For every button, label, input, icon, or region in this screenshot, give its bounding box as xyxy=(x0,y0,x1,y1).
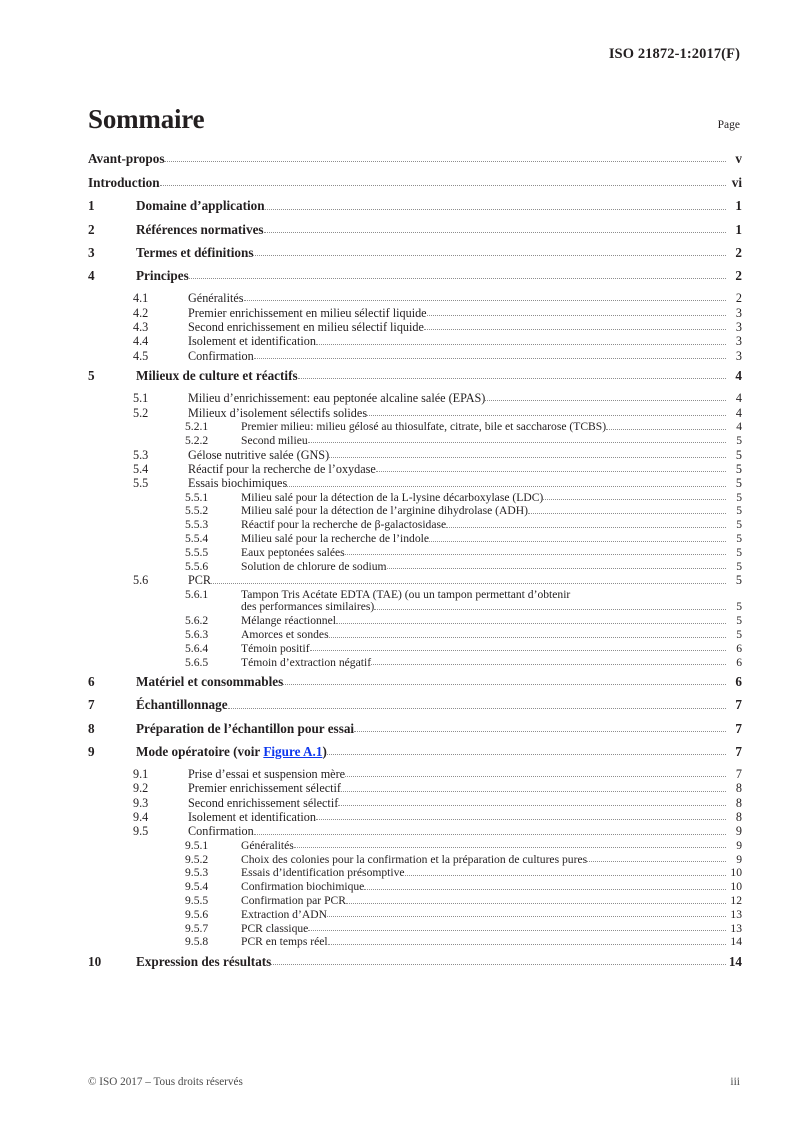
figure-a1-link[interactable]: Figure A.1 xyxy=(263,743,323,759)
toc-entry[interactable] xyxy=(88,797,742,809)
toc-entry-number: 9.5.3 xyxy=(185,866,209,880)
toc-entry[interactable] xyxy=(88,335,742,347)
toc-entry[interactable] xyxy=(88,519,742,531)
toc-entry[interactable] xyxy=(88,745,742,758)
toc-entry[interactable] xyxy=(88,561,742,573)
toc-entry-number: 9.5.5 xyxy=(185,893,209,907)
toc-entry[interactable] xyxy=(88,307,742,319)
dot-leader xyxy=(364,881,726,893)
toc-entry-page-number: 5 xyxy=(736,627,742,641)
toc-entry[interactable] xyxy=(88,867,742,879)
toc-entry-number: 5.6.2 xyxy=(185,614,209,628)
toc-entry-page-number: 8 xyxy=(735,795,742,810)
contents-title-row xyxy=(88,104,740,135)
toc-entry-number: 4 xyxy=(88,268,95,284)
toc-entry-label: Expression des résultats xyxy=(136,953,272,969)
toc-entry-page-number: 13 xyxy=(730,921,742,935)
toc-entry-number: 9.5 xyxy=(133,824,149,839)
dot-leader xyxy=(298,369,726,382)
dot-leader xyxy=(244,292,727,304)
dot-leader xyxy=(316,811,726,823)
toc-entry-number: 4.4 xyxy=(133,334,149,349)
dot-leader xyxy=(294,840,726,852)
toc-entry-page-number: 5 xyxy=(736,600,742,614)
toc-entry-number: 9.3 xyxy=(133,795,149,810)
toc-entry-page-number: 7 xyxy=(735,743,742,759)
toc-entry-number: 3 xyxy=(88,244,95,260)
toc-entry-label: Premier enrichissement sélectif xyxy=(188,781,341,796)
dot-leader xyxy=(327,909,726,921)
dot-leader xyxy=(587,854,726,866)
toc-entry[interactable] xyxy=(88,505,742,517)
toc-entry-page-number: 3 xyxy=(735,348,742,363)
toc-entry[interactable] xyxy=(88,176,742,189)
toc-entry[interactable] xyxy=(88,574,742,586)
toc-entry-label: Termes et définitions xyxy=(136,244,254,260)
dot-leader xyxy=(254,825,726,837)
dot-leader xyxy=(346,895,726,907)
toc-entry[interactable] xyxy=(88,477,742,489)
toc-entry-number: 5 xyxy=(88,367,95,383)
toc-entry-label: Matériel et consommables xyxy=(136,674,284,690)
toc-entry-label: Généralités xyxy=(241,838,294,852)
dot-leader xyxy=(338,797,726,809)
toc-entry-number: 5.6.3 xyxy=(185,627,209,641)
dot-leader xyxy=(485,392,726,404)
toc-entry-label: Témoin d’extraction négatif xyxy=(241,655,372,669)
toc-entry-label: Essais biochimiques xyxy=(188,476,288,491)
toc-entry-page-number: 5 xyxy=(736,532,742,546)
toc-entry-label: Échantillonnage xyxy=(136,697,228,713)
dot-leader xyxy=(341,782,726,794)
toc-entry[interactable] xyxy=(88,589,742,613)
toc-entry-page-number: 5 xyxy=(736,559,742,573)
toc-entry-label: Second milieu xyxy=(241,433,308,447)
toc-entry-number: 9.4 xyxy=(133,810,149,825)
toc-entry[interactable] xyxy=(88,657,742,669)
toc-entry-label: Mélange réactionnel xyxy=(241,614,336,628)
toc-entry-number: 1 xyxy=(88,198,95,214)
dot-leader xyxy=(354,722,726,735)
dot-leader xyxy=(427,307,726,319)
dot-leader xyxy=(376,463,726,475)
toc-entry-label: Avant-propos xyxy=(88,151,165,166)
toc-entry[interactable] xyxy=(88,615,742,627)
toc-entry[interactable] xyxy=(88,223,742,236)
toc-entry-number: 9.5.7 xyxy=(185,921,209,935)
dot-leader xyxy=(316,335,726,347)
toc-entry-page-number: 9 xyxy=(735,824,742,839)
toc-entry-number: 5.3 xyxy=(133,447,149,462)
toc-entry-page-number: 9 xyxy=(736,852,742,866)
toc-entry-number: 9.5.8 xyxy=(185,935,209,949)
toc-entry-page-number: 5 xyxy=(736,490,742,504)
dot-leader xyxy=(446,519,726,531)
dot-leader xyxy=(367,407,726,419)
toc-entry-label: Confirmation xyxy=(188,824,254,839)
dot-leader xyxy=(228,698,726,711)
toc-entry-number: 4.2 xyxy=(133,305,149,320)
toc-entry-label: Généralités xyxy=(188,291,244,306)
toc-entry[interactable] xyxy=(88,936,742,948)
toc-entry-page-number: 5 xyxy=(735,476,742,491)
toc-entry-number: 5.6.5 xyxy=(185,655,209,669)
dot-leader xyxy=(271,955,726,968)
toc-entry-page-number: 10 xyxy=(730,880,742,894)
dot-leader xyxy=(424,321,726,333)
toc-entry-number: 2 xyxy=(88,221,95,237)
toc-entry-label: Premier enrichissement en milieu sélectif liquide xyxy=(188,305,427,320)
dot-leader xyxy=(429,533,726,545)
toc-entry[interactable] xyxy=(88,392,742,404)
toc-entry-page-number: 4 xyxy=(735,391,742,406)
dot-leader xyxy=(310,643,726,655)
toc-entry[interactable] xyxy=(88,435,742,447)
dot-leader xyxy=(283,675,726,688)
toc-entry-page-number: 5 xyxy=(736,614,742,628)
dot-leader xyxy=(374,601,726,613)
toc-entry-page-number: 13 xyxy=(730,907,742,921)
dot-leader xyxy=(253,246,726,259)
dot-leader xyxy=(254,350,726,362)
toc-entry-page-number: 4 xyxy=(735,405,742,420)
toc-entry[interactable] xyxy=(88,369,742,382)
toc-entry-number: 9 xyxy=(88,743,95,759)
toc-entry-number: 4.3 xyxy=(133,320,149,334)
dot-leader xyxy=(387,561,726,573)
toc-entry-number: 5.5.5 xyxy=(185,545,209,559)
toc-entry-label: Eaux peptonées salées xyxy=(241,545,345,559)
toc-entry-page-number: 4 xyxy=(735,367,742,383)
toc-entry[interactable] xyxy=(88,811,742,823)
copyright-notice: © ISO 2017 – Tous droits réservés xyxy=(88,1076,243,1088)
toc-entry[interactable] xyxy=(88,246,742,259)
toc-entry-page-number: 7 xyxy=(735,766,742,781)
toc-entry-page-number: 2 xyxy=(735,244,742,260)
toc-entry-label: Choix des colonies pour la confirmation et la préparation de cultures pures xyxy=(241,852,588,866)
toc-entry-page-number: 6 xyxy=(736,641,742,655)
toc-entry[interactable] xyxy=(88,768,742,780)
toc-entry[interactable] xyxy=(88,923,742,935)
toc-entry-label: Premier milieu: milieu gélosé au thiosulfate, citrate, bile et saccharose (TCBS) xyxy=(241,419,607,433)
toc-entry-page-number: 9 xyxy=(736,838,742,852)
dot-leader xyxy=(329,449,726,461)
toc-entry[interactable] xyxy=(88,895,742,907)
toc-entry[interactable] xyxy=(88,421,742,433)
toc-entry-number: 9.5.2 xyxy=(185,852,209,866)
document-number-header: ISO 21872-1:2017(F) xyxy=(608,46,740,62)
dot-leader xyxy=(308,923,726,935)
toc-entry-number: 10 xyxy=(88,953,102,969)
toc-entry-number: 5.2 xyxy=(133,405,149,420)
toc-entry-page-number: 2 xyxy=(735,268,742,284)
toc-entry-page-number: 3 xyxy=(735,305,742,320)
toc-entry-label: Réactif pour la recherche de β-galactosidase xyxy=(241,518,447,532)
toc-entry-label: Isolement et identification xyxy=(188,810,316,825)
toc-entry-page-number: 1 xyxy=(735,221,742,237)
toc-entry[interactable] xyxy=(88,782,742,794)
dot-leader xyxy=(160,176,726,189)
toc-entry-label: Prise d’essai et suspension mère xyxy=(188,766,346,781)
toc-entry-page-number: 10 xyxy=(730,866,742,880)
toc-entry-number: 5.6.4 xyxy=(185,641,209,655)
toc-entry-number: 4.1 xyxy=(133,291,149,306)
dot-leader xyxy=(327,745,726,758)
toc-entry[interactable] xyxy=(88,492,742,504)
dot-leader xyxy=(329,629,726,641)
toc-entry[interactable] xyxy=(88,825,742,837)
toc-entry[interactable] xyxy=(88,199,742,212)
toc-entry[interactable] xyxy=(88,643,742,655)
toc-entry-label: PCR xyxy=(188,573,212,588)
toc-entry-label: Confirmation par PCR xyxy=(241,893,346,907)
dot-leader xyxy=(528,505,726,517)
toc-entry-number: 9.5.1 xyxy=(185,838,209,852)
page-footer xyxy=(88,1076,740,1088)
toc-entry-label: Mode opératoire (voir Figure A.1) xyxy=(136,743,327,759)
toc-entry[interactable] xyxy=(88,292,742,304)
toc-entry-number: 9.1 xyxy=(133,766,149,781)
page-column-label: Page xyxy=(717,119,740,131)
toc-entry[interactable] xyxy=(88,955,742,968)
toc-entry-label-continuation: des performances similaires) xyxy=(241,600,375,614)
toc-entry[interactable] xyxy=(88,547,742,559)
dot-leader xyxy=(287,477,726,489)
toc-entry-number: 8 xyxy=(88,720,95,736)
toc-entry-number: 5.2.2 xyxy=(185,433,209,447)
toc-entry-label: Domaine d’application xyxy=(136,198,265,214)
toc-entry[interactable] xyxy=(88,321,742,333)
toc-entry[interactable] xyxy=(88,449,742,461)
toc-entry-label: Tampon Tris Acétate EDTA (TAE) (ou un tampon permettant d’obtenir xyxy=(241,587,571,601)
toc-entry-page-number: vi xyxy=(731,174,742,190)
dot-leader xyxy=(371,657,726,669)
toc-entry-page-number: 14 xyxy=(730,935,742,949)
toc-entry-page-number: 8 xyxy=(735,810,742,825)
toc-entry-number: 5.5.1 xyxy=(185,490,209,504)
dot-leader xyxy=(336,615,726,627)
toc-entry-label: Milieu salé pour la recherche de l’indole xyxy=(241,532,429,546)
toc-entry-number: 5.5.6 xyxy=(185,559,209,573)
toc-entry-page-number: 5 xyxy=(735,447,742,462)
toc-entry-label: Références normatives xyxy=(136,221,264,237)
toc-entry-label: Gélose nutritive salée (GNS) xyxy=(188,447,330,462)
toc-entry-number: 6 xyxy=(88,674,95,690)
toc-entry-label: Milieu d’enrichissement: eau peptonée alcaline salée (EPAS) xyxy=(188,391,486,406)
toc-entry[interactable] xyxy=(88,533,742,545)
toc-entry-label: Milieux de culture et réactifs xyxy=(136,367,298,383)
toc-entry-page-number: 14 xyxy=(728,953,742,969)
toc-entry-page-number: 6 xyxy=(735,674,742,690)
toc-entry-label: Solution de chlorure de sodium xyxy=(241,559,387,573)
toc-entry-page-number: 2 xyxy=(735,291,742,306)
dot-leader xyxy=(345,768,726,780)
toc-entry[interactable] xyxy=(88,840,742,852)
toc-entry-number: 9.5.4 xyxy=(185,880,209,894)
toc-entry-label: Second enrichissement en milieu sélectif liquide xyxy=(188,320,424,334)
toc-entry-label: PCR en temps réel xyxy=(241,935,328,949)
toc-entry-label: PCR classique xyxy=(241,921,309,935)
dot-leader xyxy=(405,867,726,879)
toc-entry-number: 5.1 xyxy=(133,391,149,406)
toc-entry-label: Introduction xyxy=(88,174,160,190)
dot-leader xyxy=(264,223,726,236)
toc-entry-label: Essais d’identification présomptive xyxy=(241,866,405,880)
toc-entry[interactable] xyxy=(88,463,742,475)
dot-leader xyxy=(606,421,726,433)
toc-entry-label: Extraction d’ADN xyxy=(241,907,327,921)
toc-entry-label: Principes xyxy=(136,268,189,284)
dot-leader xyxy=(189,269,726,282)
toc-entry-number: 5.5.2 xyxy=(185,504,209,518)
toc-entry-label: Second enrichissement sélectif xyxy=(188,795,339,810)
toc-entry-label: Préparation de l’échantillon pour essai xyxy=(136,720,355,736)
toc-entry-label: Témoin positif xyxy=(241,641,310,655)
toc-entry-number: 5.5.4 xyxy=(185,532,209,546)
dot-leader xyxy=(164,152,726,165)
toc-entry-label: Isolement et identification xyxy=(188,334,316,349)
toc-entry[interactable] xyxy=(88,722,742,735)
toc-entry-label: Milieu salé pour la détection de l’arginine dihydrolase (ADH) xyxy=(241,504,528,518)
toc-entry[interactable] xyxy=(88,407,742,419)
toc-entry-page-number: 4 xyxy=(736,419,742,433)
toc-entry-page-number: 5 xyxy=(736,504,742,518)
toc-entry-label: Confirmation xyxy=(188,348,254,363)
toc-entry-number: 5.6.1 xyxy=(185,587,209,601)
toc-entry-page-number: 5 xyxy=(736,433,742,447)
toc-entry-page-number: 6 xyxy=(736,655,742,669)
toc-entry-label: Confirmation biochimique xyxy=(241,880,365,894)
toc-entry-page-number: 5 xyxy=(735,573,742,588)
toc-entry-number: 7 xyxy=(88,697,95,713)
toc-entry[interactable] xyxy=(88,698,742,711)
page-title: Sommaire xyxy=(88,104,205,134)
toc-entry-number: 5.6 xyxy=(133,573,149,588)
toc-entry[interactable] xyxy=(88,909,742,921)
toc-entry[interactable] xyxy=(88,152,742,165)
dot-leader xyxy=(328,936,726,948)
dot-leader xyxy=(308,435,726,447)
toc-entry[interactable] xyxy=(88,269,742,282)
toc-entry-number: 5.5.3 xyxy=(185,518,209,532)
toc-entry-page-number: 7 xyxy=(735,697,742,713)
dot-leader xyxy=(265,199,726,212)
toc-entry-label: Milieux d’isolement sélectifs solides xyxy=(188,405,368,420)
toc-entry-number: 5.4 xyxy=(133,461,149,476)
toc-entry[interactable] xyxy=(88,854,742,866)
toc-entry-page-number: 8 xyxy=(735,781,742,796)
toc-entry-number: 5.2.1 xyxy=(185,419,209,433)
dot-leader xyxy=(211,574,726,586)
toc-entry-label: Réactif pour la recherche de l’oxydase xyxy=(188,461,376,476)
toc-entry[interactable] xyxy=(88,350,742,362)
toc-entry-number: 9.2 xyxy=(133,781,149,796)
page-folio: iii xyxy=(730,1076,740,1088)
toc-entry[interactable] xyxy=(88,629,742,641)
toc-entry-page-number: 5 xyxy=(736,545,742,559)
toc-entry[interactable] xyxy=(88,675,742,688)
toc-entry-page-number: 5 xyxy=(736,518,742,532)
toc-entry-number: 9.5.6 xyxy=(185,907,209,921)
toc-entry-page-number: 3 xyxy=(735,334,742,349)
dot-leader xyxy=(543,492,726,504)
toc-entry-page-number: 5 xyxy=(735,461,742,476)
toc-entry-page-number: v xyxy=(735,151,742,166)
toc-entry-page-number: 12 xyxy=(730,893,742,907)
dot-leader xyxy=(345,547,726,559)
toc-entry-page-number: 3 xyxy=(735,320,742,334)
toc-entry-page-number: 7 xyxy=(735,720,742,736)
toc-entry-number: 4.5 xyxy=(133,348,149,363)
toc-entry-page-number: 1 xyxy=(735,198,742,214)
table-of-contents xyxy=(88,152,742,978)
toc-entry-label: Milieu salé pour la détection de la L-lysine décarboxylase (LDC) xyxy=(241,490,544,504)
toc-entry[interactable] xyxy=(88,881,742,893)
toc-entry-number: 5.5 xyxy=(133,476,149,491)
toc-entry-label: Amorces et sondes xyxy=(241,627,329,641)
